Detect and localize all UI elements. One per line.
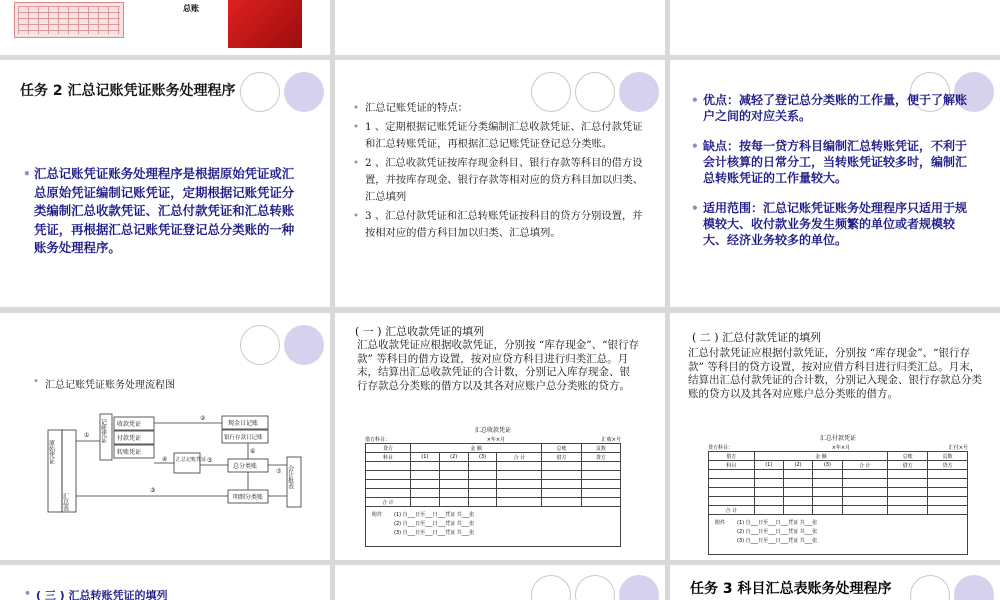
form-head: 借方 (709, 452, 755, 461)
section-title: ( 一 ) 汇总收款凭证的填列 (355, 325, 485, 338)
form-meta-right: 汇付×号 (948, 445, 968, 451)
section-title: ( 二 ) 汇总付款凭证的填列 (692, 331, 822, 344)
form-head: (1) (410, 453, 439, 462)
red-image (228, 0, 302, 48)
pros-cons-list (703, 92, 974, 262)
node-cash-journal-text: 现金日记账 (228, 420, 259, 427)
slide-title: 任务 2 汇总记账凭证账务处理程序 (20, 83, 236, 99)
form-total: 合 计 (366, 498, 411, 507)
form-head: 贷方 (581, 453, 620, 462)
form-line: (3) 自___日至___日___凭证 共___张 (737, 538, 818, 544)
form-attach: 附件 (372, 512, 383, 518)
slide-bottom-middle (335, 565, 665, 600)
form-head: 合 计 (497, 453, 542, 462)
node-bank-journal-text: 银行存款日记账 (224, 435, 263, 441)
slide-top-left (0, 0, 330, 55)
form-line: (2) 自___日至___日___凭证 共___张 (737, 529, 818, 535)
form-head: 页数 (928, 452, 968, 461)
form-head: 金 额 (410, 444, 541, 453)
features-list (365, 100, 651, 244)
slide-top-right (670, 0, 1000, 55)
form-head: 借方 (888, 461, 928, 470)
node-receipt-text: 收款凭证 (117, 421, 142, 428)
form-meta-right: 汇收×号 (601, 437, 621, 443)
node-payment-text: 付款凭证 (117, 435, 142, 442)
list-item-cons: • 缺点：按每一贷方科目编制汇总转账凭证，不利于会计核算的日常分工，当转账凭证较多时，编制汇总转账凭证的工作量较大。 (703, 138, 974, 186)
step-6: ⑥ (250, 448, 256, 455)
form-head: 贷方 (366, 444, 411, 453)
form-line: (1) 自___日至___日___凭证 共___张 (394, 512, 475, 518)
decor-circles (910, 575, 994, 600)
step-4: ④ (162, 456, 168, 463)
form-meta-mid: ×年×月 (831, 445, 851, 451)
list-item: • 1 、定期根据记账凭证分类编制汇总收款凭证、汇总付款凭证和汇总转账凭证，再根据汇总记账凭证登记总分类账。 (365, 119, 651, 153)
step-7: ⑦ (276, 468, 282, 475)
list-item-pros: • 优点：减轻了登记总分类账的工作量，便于了解账户之间的对应关系。 (703, 92, 974, 124)
form-head: 科目 (709, 461, 755, 470)
ledger-thumbnail (14, 2, 124, 38)
list-item: • 汇总记账凭证的特点： (365, 100, 651, 117)
slide-payment-voucher (670, 313, 1000, 560)
form-head: 金 额 (754, 452, 888, 461)
form-table (708, 451, 968, 515)
slide-flowchart (0, 313, 330, 560)
form-line: (2) 自___日至___日___凭证 共___张 (394, 521, 475, 527)
receipt-voucher-form (365, 425, 621, 547)
step-2: ② (200, 415, 206, 422)
thumbnail-label: 总账 (183, 4, 199, 13)
form-line: (1) 自___日至___日___凭证 共___张 (737, 520, 818, 526)
form-head: 总账 (542, 444, 581, 453)
form-title: 汇总付款凭证 (819, 435, 856, 442)
node-transfer-text: 转账凭证 (117, 449, 142, 456)
slide-transfer-voucher (0, 565, 330, 600)
form-head: (1) (754, 461, 783, 470)
form-head: 页数 (581, 444, 620, 453)
flowchart-label: • 汇总记账凭证账务处理流程图 (45, 376, 175, 391)
node-report-text: 会计报表 (286, 465, 294, 489)
form-head: (2) (439, 453, 468, 462)
payment-voucher-form (708, 433, 968, 555)
form-total: 合 计 (709, 506, 755, 515)
list-item-scope: • 适用范围：汇总记账凭证账务处理程序只适用于规模较大、收付款业务发生频繁的单位或者规模较大、经济业务较多的单位。 (703, 200, 974, 248)
form-head: 合 计 (842, 461, 888, 470)
list-item: • 2 、汇总收款凭证按库存现金科目、银行存款等科目的借方设置，并按库存现金、银行存款等相对应的贷方科目加以归类、汇总填列 (365, 155, 651, 206)
node-source-text: 原始凭证 (47, 440, 55, 464)
node-sub-ledger-text: 明细分类账 (233, 494, 264, 501)
slide-title: 任务 3 科目汇总表账务处理程序 (690, 581, 892, 597)
form-meta-left: 借方科目： (365, 437, 391, 443)
decor-circles (240, 72, 324, 112)
slide-features (335, 60, 665, 307)
section-body: 汇总收款凭证应根据收款凭证，分别按 “库存现金”、“银行存款” 等科目的借方设置，按对应贷方科目进行归类汇总。月末，结算出汇总收款凭证的合计数，分别记入库存现金、银行存款总分类账的借方以及其各对应账户总分类账的贷方。 (357, 339, 639, 392)
node-voucher-text: 记账凭证 (99, 419, 107, 443)
form-meta-left: 贷方科目： (708, 445, 734, 451)
section-body: 汇总付款凭证应根据付款凭证，分别按 “库存现金”、“银行存款” 等科目的贷方设置，按对应借方科目进行归类汇总。月末，结算出汇总付款凭证的合计数，分别记入现金、银行存款总分类账的贷方以及其各对应账户总分类账的借方。 (688, 347, 982, 400)
form-head: (3) (813, 461, 842, 470)
form-line: (3) 自___日至___日___凭证 共___张 (394, 530, 475, 536)
form-head: (2) (783, 461, 812, 470)
form-head: 贷方 (928, 461, 968, 470)
form-head: 借方 (542, 453, 581, 462)
form-head: 总账 (888, 452, 928, 461)
node-general-ledger-text: 总分类账 (233, 463, 258, 470)
slide-task2-intro (0, 60, 330, 307)
form-meta-mid: ×年×月 (486, 437, 506, 443)
slide-top-middle (335, 0, 665, 55)
step-5: ⑤ (207, 457, 213, 464)
form-attach: 附件 (715, 520, 726, 526)
step-1: ① (84, 432, 90, 439)
slide-pros-cons (670, 60, 1000, 307)
form-head: 科目 (366, 453, 411, 462)
node-summary-voucher-text: 汇总记账凭证 (176, 457, 207, 463)
slide-task3 (670, 565, 1000, 600)
flowchart-diagram (0, 313, 330, 560)
intro-paragraph: • 汇总记账凭证账务处理程序是根据原始凭证或汇总原始凭证编制记账凭证，定期根据记账凭证分类编制汇总收款凭证、汇总付款凭证和汇总转账凭证，再根据汇总记账凭证登记总分类账的一种账务处理程序。 (34, 165, 302, 258)
node-summary-text: 汇总表 (61, 493, 69, 511)
form-table (365, 443, 621, 507)
section-title: • ( 三 ) 汇总转账凭证的填列 (36, 587, 168, 600)
slide-receipt-voucher (335, 313, 665, 560)
list-item: • 3 、汇总付款凭证和汇总转账凭证按科目的贷方分别设置，并按相对应的借方科目加以归类、汇总填列。 (365, 208, 651, 242)
step-3: ③ (150, 487, 156, 494)
form-title: 汇总收款凭证 (474, 427, 511, 434)
node-summary-voucher (174, 453, 200, 473)
decor-circles (531, 575, 659, 600)
form-head: (3) (468, 453, 497, 462)
